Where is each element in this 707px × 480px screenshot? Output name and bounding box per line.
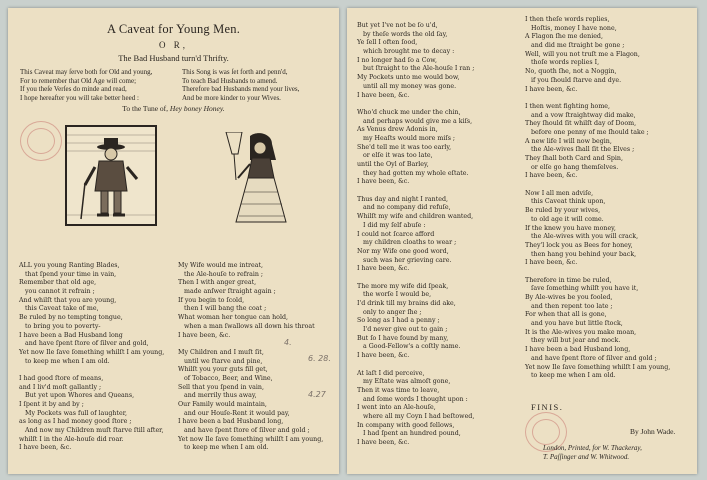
right-col1-line: only to anger ſhe ; xyxy=(363,308,422,316)
left-col1-line: And now my Children muſt ſtarve ſtill after, xyxy=(25,427,164,435)
right-col1-line: or elſe it was too late, xyxy=(363,152,433,160)
intro-left-line: For to remember that Old Age will come; xyxy=(20,76,137,85)
right-col1-line: I have been, &c. xyxy=(357,91,410,99)
right-col2-line: and then repent too late ; xyxy=(531,302,613,310)
right-col2-line: I have been, &c. xyxy=(525,259,578,267)
right-col1-line: I'd never give out to gain ; xyxy=(363,326,448,334)
left-col2-line: What woman her tongue can hold, xyxy=(178,314,288,322)
right-col2-line: and a vow ſtraightway did make, xyxy=(531,111,636,119)
imprint-line: T. Paſſinger and W. Whitwood. xyxy=(543,453,630,461)
right-col2-line: They ſhall both Card and Spin, xyxy=(525,155,623,162)
left-col1-line: Be ruled by no tempting tongue, xyxy=(19,314,123,322)
left-col2-line: If you begin to ſcold, xyxy=(178,296,245,304)
right-col2-line: Yet now Ile ſave ſomething whilſt I am young, xyxy=(525,363,671,371)
verse-column-right-2 xyxy=(525,16,670,381)
right-col1-line: My Pockets unto me would bow, xyxy=(357,74,460,82)
right-col2-line: if you ſhould ſtarve and dye. xyxy=(531,76,622,84)
right-col1-line: Nor my Wife one good word, xyxy=(357,247,449,255)
woman-figure-icon xyxy=(220,132,290,224)
title-or: O R, xyxy=(158,40,188,50)
right-col2-line: and did me ſtraight be gone ; xyxy=(531,42,625,50)
right-col1-line: until the Oyl of Barley, xyxy=(357,161,429,168)
right-col2-line: By Ale-wives be you fooled, xyxy=(525,294,613,301)
right-col2-line: I have been a bad Husband long, xyxy=(525,346,631,354)
left-col2-line: Our Family would maintain, xyxy=(178,401,267,408)
left-col2-line: My Wife would me intreat, xyxy=(178,262,264,269)
right-col2-line: It is the Ale-wives you make moan, xyxy=(525,328,637,336)
left-col1-line: Yet now Ile ſave ſomething whilſt I am young, xyxy=(19,348,165,356)
right-col1-line xyxy=(357,361,474,370)
right-col2-line: before one penny of me ſhould take ; xyxy=(531,128,649,136)
left-col2-line: and merrily thus away, xyxy=(184,392,257,400)
left-col1-line: I have been, &c. xyxy=(19,444,72,452)
left-col1-line: I ſpent it by and by ; xyxy=(19,401,84,408)
left-col1-line: and I liv'd moſt gallantly ; xyxy=(19,383,102,391)
right-col2-line: Hoſtis, money I have none, xyxy=(531,24,617,32)
right-col1-line: I went into an Ale-houſe, xyxy=(357,404,436,412)
right-col1-line: the worſe I would be, xyxy=(363,291,432,299)
right-col2-line xyxy=(525,268,670,277)
right-col1-line: which brought me to decay : xyxy=(363,48,455,56)
right-col1-line: my Heaſts would more miſs ; xyxy=(363,134,456,142)
left-col2-line: Yet now Ile ſave ſomething whilſt I am young, xyxy=(178,435,324,443)
right-col2-line: the Ale-wives ſhall ſit the Elves ; xyxy=(531,146,635,154)
right-col1-line: At laſt I did perceive, xyxy=(357,369,425,377)
right-col1-line: So long as I had a penny ; xyxy=(357,317,440,325)
left-col2-line: I have been a bad Husband long, xyxy=(178,418,284,426)
verse-column-left-1 xyxy=(19,262,164,453)
left-col1-line: But yet upon Whores and Queans, xyxy=(25,392,135,400)
left-col2-line: to keep me when I am old. xyxy=(184,444,269,452)
right-col2-line: A new life I will now begin, xyxy=(525,137,612,145)
left-col2-line: Whilſt you your guts fill get, xyxy=(178,366,268,374)
intro-left xyxy=(20,68,152,102)
man-figure-icon xyxy=(67,127,155,224)
tune-prefix: To the Tune of, xyxy=(122,104,169,113)
right-col2-line: A Flagon ſhe me denied, xyxy=(525,33,603,41)
right-col2-line: the Ale-wives with you will crack, xyxy=(531,233,639,241)
right-col1-line: my Eſtate was almoſt gone, xyxy=(363,378,451,386)
right-col1-line: and no company did refuſe, xyxy=(363,204,451,212)
left-col1-line: you cannot it refrain ; xyxy=(25,288,95,296)
intro-right-line: Therefore bad Husbands mend your lives, xyxy=(182,85,300,94)
right-col1-line: But ſo I have found by many, xyxy=(357,334,449,342)
left-col2-line: made anſwer ſtraight again ; xyxy=(184,288,276,296)
left-col1-line: as long as I had money good ſtore ; xyxy=(19,418,132,426)
right-page xyxy=(347,8,697,474)
right-col2-line: this Caveat think upon, xyxy=(531,198,606,206)
right-col2-line: I have been, &c. xyxy=(525,172,578,180)
left-col1-line: And whilſt that you are young, xyxy=(19,296,117,304)
left-col2-line: and our Houſe-Rent it would pay, xyxy=(184,409,290,417)
left-col1-line: I have been a Bad Husband long xyxy=(19,331,123,339)
right-col1-line: I have been, &c. xyxy=(357,439,410,446)
left-col2-line: of Tobacco, Beer, and Wine, xyxy=(184,374,273,382)
right-col1-line: Thus day and night I ranted, xyxy=(357,195,449,203)
left-col1-line: that ſpend your time in vain, xyxy=(25,270,117,278)
ballad-subtitle: The Bad Husband turn'd Thrifty. xyxy=(118,53,229,63)
right-col1-line: Whilſt my wife and children wanted, xyxy=(357,213,474,221)
left-col1-line: to bring you to poverty- xyxy=(25,322,101,330)
right-col1-line xyxy=(357,274,474,283)
imprint-line: London, Printed, for W. Thackeray, xyxy=(543,444,642,452)
right-col1-line: such was her grieving care. xyxy=(363,256,452,264)
right-col2-line xyxy=(525,181,670,190)
right-col1-line: But yet I've not be ſo u'd, xyxy=(357,22,438,29)
left-col2-line: My Children and I muſt ſit, xyxy=(178,348,264,356)
right-col2-line: I have been, &c. xyxy=(525,85,578,93)
author-credit: By John Wade. xyxy=(630,427,676,436)
right-col2-line: ſave ſomething whilſt you have it, xyxy=(531,285,639,293)
right-col1-line: and ſome words I thought upon : xyxy=(363,395,468,403)
left-col2-line: when a man ſwallows all down his throat xyxy=(184,322,315,330)
intro-right-line: This Song is was ſet forth and penn'd, xyxy=(182,68,288,76)
left-col1-line xyxy=(19,366,164,375)
right-col2-line: and you have but little ſtock, xyxy=(531,320,623,328)
right-col2-line: or elſe go hang themſelves. xyxy=(531,163,619,171)
right-col2-line: they will but jear and mock. xyxy=(531,337,621,345)
left-col2-line: and have ſpent ſtore of ſilver and gold ; xyxy=(184,427,310,435)
right-col2-line: I then went fighting home, xyxy=(525,102,611,110)
right-col1-line: Who'd chuck me under the chin, xyxy=(357,108,461,116)
left-col2-line xyxy=(178,340,323,349)
right-col2-line: I then theſe words replies, xyxy=(525,16,610,23)
right-col2-line: If the knew you have money, xyxy=(525,224,616,232)
left-col2-line: then I will bang the coat ; xyxy=(184,305,267,313)
left-col2-line: the Ale-houſe to refrain ; xyxy=(184,270,264,278)
right-col2-line: Therefore in time be ruled, xyxy=(525,276,612,284)
right-col1-line: I could not ſcarce afford xyxy=(357,230,435,238)
right-col1-line: I have been, &c. xyxy=(357,178,410,186)
left-col1-line: to keep me when I am old. xyxy=(25,357,110,365)
right-col1-line: As Venus drew Adonis in, xyxy=(357,126,438,134)
right-col1-line: and perhaps would give me a kiſs, xyxy=(363,117,473,125)
right-col1-line: by theſe words the old ſay, xyxy=(363,30,448,38)
right-col1-line xyxy=(357,100,474,109)
right-col1-line: I no longer had ſo a Cow, xyxy=(357,56,437,64)
left-col2-line: Sell that you ſpend in vain, xyxy=(178,383,264,391)
right-col2-line: They'l lock you as Bees for honey, xyxy=(525,241,633,249)
left-col1-line: this Caveat take of me, xyxy=(25,305,99,313)
pencil-note-3: 4.27 xyxy=(308,390,326,399)
right-col1-line: a Good-Fellow's a coſtly name. xyxy=(363,343,461,351)
right-col1-line: Ye ſell I often ſood, xyxy=(357,39,418,47)
intro-left-line: This Caveat may ſerve both for Old and young, xyxy=(20,68,153,76)
intro-right xyxy=(182,68,299,102)
left-col1-line: ALL you young Ranting Blades, xyxy=(19,262,120,269)
right-col2-line: No, quoth ſhe, not a Noggin, xyxy=(525,68,617,76)
intro-left-line: If you theſe Verſes do minde and read, xyxy=(20,85,127,94)
right-col2-line: to keep me when I am old. xyxy=(531,372,616,380)
left-col1-line: My Pockets was full of laughter, xyxy=(25,409,128,417)
right-col1-line: they had gotten my whole eſtate. xyxy=(363,169,469,177)
right-col2-line: Well, will you not truſt me a Flagon, xyxy=(525,50,640,58)
left-col1-line: whilſt I in the Ale-houſe did roar. xyxy=(19,435,124,443)
intro-left-line: I hope hereafter you will take better heed : xyxy=(20,93,139,102)
tune-name: Hey boney Honey. xyxy=(169,104,225,113)
left-col2-line: Then I with anger great, xyxy=(178,279,257,287)
right-col2-line: They ſhould ſit whilſt day of Doom, xyxy=(525,120,637,128)
right-col1-line: but ſtraight to the Ale-houſe I ran ; xyxy=(363,65,475,73)
intro-right-line: And be more kinder to your Wives. xyxy=(182,93,281,102)
pencil-note-2: 6. 28. xyxy=(308,354,331,363)
right-col1-line: I had ſpent an hundred pound, xyxy=(363,430,461,438)
ballad-title: A Caveat for Young Men. xyxy=(106,22,241,36)
right-col1-line: I'd drink till my brains did ake, xyxy=(357,300,456,307)
right-col2-line: Now I all men adviſe, xyxy=(525,189,594,197)
right-col1-line xyxy=(357,187,474,196)
woodcut-man-image xyxy=(65,125,157,226)
right-col2-line: to old age it will come. xyxy=(531,215,604,223)
verse-column-left-2 xyxy=(178,262,323,453)
right-col2-line: thoſe words replies I, xyxy=(531,59,600,67)
left-col1-line: I had good ſtore of means, xyxy=(19,374,104,382)
left-col1-line: and have ſpent ſtore of ſilver and gold, xyxy=(25,340,149,348)
right-col1-line: In company with good fellows, xyxy=(357,421,455,429)
right-col1-line: until all my money was gone. xyxy=(363,82,457,90)
right-col2-line: Be ruled by your wives, xyxy=(525,207,601,215)
right-col1-line: Then it was time to leave, xyxy=(357,386,440,394)
intro-right-line: To teach Bad Husbands to amend. xyxy=(182,76,278,85)
left-col2-line: I have been, &c. xyxy=(178,331,231,339)
right-col1-line: I have been, &c. xyxy=(357,265,410,273)
right-col1-line: my children cloaths to wear ; xyxy=(363,239,457,247)
right-col2-line xyxy=(525,94,670,103)
printer-imprint xyxy=(543,444,642,462)
right-col2-line: and have ſpent ſtore of ſilver and gold ; xyxy=(531,354,657,362)
right-col1-line: I have been, &c. xyxy=(357,352,410,360)
right-col1-line: The more my wife did ſpeak, xyxy=(357,282,449,290)
left-page xyxy=(8,8,339,474)
finis-text: FINIS. xyxy=(531,402,564,412)
right-col2-line: For when that all is gone, xyxy=(525,311,607,319)
verse-column-right-1 xyxy=(357,22,474,448)
right-col1-line: I did my ſelf abuſe : xyxy=(363,221,426,229)
pencil-note-1: 4. xyxy=(284,338,292,347)
library-stamp xyxy=(20,121,62,161)
right-col1-line: where all my Coyn I had beſtowed, xyxy=(363,412,475,420)
right-col2-line: then hang you behind your back, xyxy=(531,250,637,258)
tune-line xyxy=(8,104,339,113)
left-col2-line: until we ſtarve and pine, xyxy=(184,357,263,365)
right-col1-line: She'd tell me it was too early, xyxy=(357,143,452,151)
left-col1-line: Remember that old age, xyxy=(19,279,97,287)
